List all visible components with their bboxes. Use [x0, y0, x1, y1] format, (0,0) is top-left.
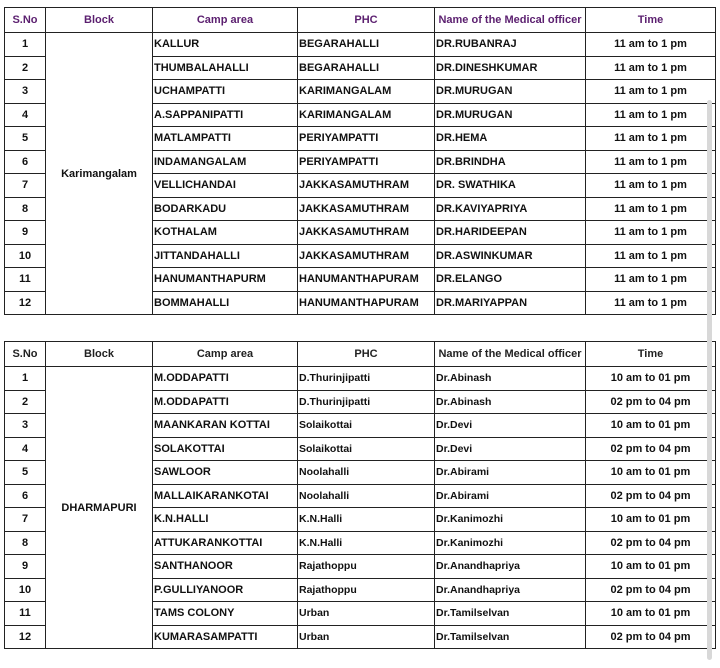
- medical-officer-cell: DR. SWATHIKA: [435, 174, 586, 198]
- header-camp-area: Camp area: [153, 342, 298, 367]
- sno-cell: 1: [5, 33, 46, 57]
- time-cell: 02 pm to 04 pm: [586, 531, 716, 555]
- sno-cell: 5: [5, 461, 46, 485]
- medical-officer-cell: Dr.Anandhapriya: [435, 555, 586, 579]
- sno-cell: 4: [5, 437, 46, 461]
- phc-cell: JAKKASAMUTHRAM: [298, 197, 435, 221]
- phc-cell: HANUMANTHAPURAM: [298, 268, 435, 292]
- camp-area-cell: THUMBALAHALLI: [153, 56, 298, 80]
- phc-cell: K.N.Halli: [298, 508, 435, 532]
- table-row: [5, 33, 716, 57]
- phc-cell: BEGARAHALLI: [298, 56, 435, 80]
- sno-cell: 1: [5, 367, 46, 391]
- sno-cell: 12: [5, 291, 46, 315]
- time-cell: 11 am to 1 pm: [586, 103, 716, 127]
- camp-area-cell: KALLUR: [153, 33, 298, 57]
- camp-area-cell: A.SAPPANIPATTI: [153, 103, 298, 127]
- header-medical-officer: Name of the Medical officer: [435, 342, 586, 367]
- medical-officer-cell: Dr.Abirami: [435, 484, 586, 508]
- time-cell: 11 am to 1 pm: [586, 244, 716, 268]
- time-cell: 11 am to 1 pm: [586, 291, 716, 315]
- time-cell: 10 am to 01 pm: [586, 367, 716, 391]
- sno-cell: 10: [5, 244, 46, 268]
- camp-area-cell: UCHAMPATTI: [153, 80, 298, 104]
- camp-area-cell: VELLICHANDAI: [153, 174, 298, 198]
- medical-officer-cell: DR.KAVIYAPRIYA: [435, 197, 586, 221]
- time-cell: 11 am to 1 pm: [586, 221, 716, 245]
- phc-cell: KARIMANGALAM: [298, 103, 435, 127]
- phc-cell: JAKKASAMUTHRAM: [298, 244, 435, 268]
- camp-area-cell: HANUMANTHAPURM: [153, 268, 298, 292]
- medical-officer-cell: Dr.Abinash: [435, 367, 586, 391]
- sno-cell: 9: [5, 221, 46, 245]
- medical-officer-cell: Dr.Devi: [435, 414, 586, 438]
- table-header-row: [5, 342, 716, 367]
- vertical-scrollbar[interactable]: [707, 100, 712, 660]
- karimangalam-schedule-table: [4, 7, 716, 315]
- sno-cell: 2: [5, 56, 46, 80]
- medical-officer-cell: DR.HEMA: [435, 127, 586, 151]
- phc-cell: Urban: [298, 602, 435, 626]
- medical-officer-cell: DR.ASWINKUMAR: [435, 244, 586, 268]
- camp-area-cell: SOLAKOTTAI: [153, 437, 298, 461]
- header-block: Block: [46, 8, 153, 33]
- medical-officer-cell: Dr.Devi: [435, 437, 586, 461]
- phc-cell: Urban: [298, 625, 435, 649]
- medical-officer-cell: DR.MURUGAN: [435, 80, 586, 104]
- time-cell: 02 pm to 04 pm: [586, 390, 716, 414]
- sno-cell: 7: [5, 174, 46, 198]
- phc-cell: BEGARAHALLI: [298, 33, 435, 57]
- medical-officer-cell: Dr.Abinash: [435, 390, 586, 414]
- phc-cell: Noolahalli: [298, 461, 435, 485]
- medical-officer-cell: Dr.Anandhapriya: [435, 578, 586, 602]
- phc-cell: Solaikottai: [298, 414, 435, 438]
- phc-cell: Rajathoppu: [298, 555, 435, 579]
- phc-cell: K.N.Halli: [298, 531, 435, 555]
- sno-cell: 10: [5, 578, 46, 602]
- camp-area-cell: BODARKADU: [153, 197, 298, 221]
- phc-cell: HANUMANTHAPURAM: [298, 291, 435, 315]
- medical-officer-cell: Dr.Abirami: [435, 461, 586, 485]
- phc-cell: KARIMANGALAM: [298, 80, 435, 104]
- phc-cell: PERIYAMPATTI: [298, 150, 435, 174]
- header-time: Time: [586, 342, 716, 367]
- camp-area-cell: M.ODDAPATTI: [153, 390, 298, 414]
- phc-cell: JAKKASAMUTHRAM: [298, 221, 435, 245]
- header-camp-area: Camp area: [153, 8, 298, 33]
- time-cell: 11 am to 1 pm: [586, 150, 716, 174]
- camp-area-cell: TAMS COLONY: [153, 602, 298, 626]
- medical-officer-cell: Dr.Tamilselvan: [435, 625, 586, 649]
- time-cell: 10 am to 01 pm: [586, 555, 716, 579]
- sno-cell: 9: [5, 555, 46, 579]
- medical-officer-cell: DR.ELANGO: [435, 268, 586, 292]
- sno-cell: 4: [5, 103, 46, 127]
- medical-officer-cell: DR.RUBANRAJ: [435, 33, 586, 57]
- time-cell: 02 pm to 04 pm: [586, 484, 716, 508]
- camp-area-cell: KUMARASAMPATTI: [153, 625, 298, 649]
- time-cell: 10 am to 01 pm: [586, 461, 716, 485]
- camp-area-cell: JITTANDAHALLI: [153, 244, 298, 268]
- phc-cell: Rajathoppu: [298, 578, 435, 602]
- header-time: Time: [586, 8, 716, 33]
- camp-area-cell: BOMMAHALLI: [153, 291, 298, 315]
- sno-cell: 3: [5, 80, 46, 104]
- medical-officer-cell: Dr.Kanimozhi: [435, 508, 586, 532]
- camp-area-cell: K.N.HALLI: [153, 508, 298, 532]
- time-cell: 10 am to 01 pm: [586, 508, 716, 532]
- time-cell: 10 am to 01 pm: [586, 414, 716, 438]
- sno-cell: 7: [5, 508, 46, 532]
- header-medical-officer: Name of the Medical officer: [435, 8, 586, 33]
- medical-officer-cell: DR.MURUGAN: [435, 103, 586, 127]
- phc-cell: D.Thurinjipatti: [298, 390, 435, 414]
- time-cell: 11 am to 1 pm: [586, 56, 716, 80]
- sno-cell: 6: [5, 150, 46, 174]
- medical-officer-cell: DR.DINESHKUMAR: [435, 56, 586, 80]
- sno-cell: 8: [5, 197, 46, 221]
- time-cell: 02 pm to 04 pm: [586, 437, 716, 461]
- time-cell: 11 am to 1 pm: [586, 197, 716, 221]
- sno-cell: 3: [5, 414, 46, 438]
- phc-cell: JAKKASAMUTHRAM: [298, 174, 435, 198]
- table-header-row: [5, 8, 716, 33]
- phc-cell: Noolahalli: [298, 484, 435, 508]
- medical-officer-cell: Dr.Kanimozhi: [435, 531, 586, 555]
- header-block: Block: [46, 342, 153, 367]
- header-phc: PHC: [298, 8, 435, 33]
- sno-cell: 5: [5, 127, 46, 151]
- camp-area-cell: MALLAIKARANKOTAI: [153, 484, 298, 508]
- medical-officer-cell: Dr.Tamilselvan: [435, 602, 586, 626]
- camp-area-cell: M.ODDAPATTI: [153, 367, 298, 391]
- table-row: [5, 367, 716, 391]
- medical-officer-cell: DR.HARIDEEPAN: [435, 221, 586, 245]
- phc-cell: D.Thurinjipatti: [298, 367, 435, 391]
- time-cell: 11 am to 1 pm: [586, 174, 716, 198]
- sno-cell: 6: [5, 484, 46, 508]
- camp-area-cell: INDAMANGALAM: [153, 150, 298, 174]
- camp-area-cell: P.GULLIYANOOR: [153, 578, 298, 602]
- header-sno: S.No: [5, 8, 46, 33]
- header-phc: PHC: [298, 342, 435, 367]
- time-cell: 02 pm to 04 pm: [586, 578, 716, 602]
- block-cell: Karimangalam: [46, 33, 153, 315]
- sno-cell: 11: [5, 602, 46, 626]
- camp-area-cell: SANTHANOOR: [153, 555, 298, 579]
- time-cell: 02 pm to 04 pm: [586, 625, 716, 649]
- camp-area-cell: KOTHALAM: [153, 221, 298, 245]
- sno-cell: 2: [5, 390, 46, 414]
- time-cell: 11 am to 1 pm: [586, 127, 716, 151]
- block-cell: DHARMAPURI: [46, 367, 153, 649]
- phc-cell: PERIYAMPATTI: [298, 127, 435, 151]
- medical-officer-cell: DR.BRINDHA: [435, 150, 586, 174]
- sno-cell: 12: [5, 625, 46, 649]
- time-cell: 11 am to 1 pm: [586, 33, 716, 57]
- sno-cell: 8: [5, 531, 46, 555]
- medical-officer-cell: DR.MARIYAPPAN: [435, 291, 586, 315]
- time-cell: 11 am to 1 pm: [586, 80, 716, 104]
- camp-area-cell: MATLAMPATTI: [153, 127, 298, 151]
- phc-cell: Solaikottai: [298, 437, 435, 461]
- time-cell: 10 am to 01 pm: [586, 602, 716, 626]
- camp-area-cell: MAANKARAN KOTTAI: [153, 414, 298, 438]
- camp-area-cell: ATTUKARANKOTTAI: [153, 531, 298, 555]
- camp-area-cell: SAWLOOR: [153, 461, 298, 485]
- sno-cell: 11: [5, 268, 46, 292]
- time-cell: 11 am to 1 pm: [586, 268, 716, 292]
- header-sno: S.No: [5, 342, 46, 367]
- dharmapuri-schedule-table: [4, 341, 716, 649]
